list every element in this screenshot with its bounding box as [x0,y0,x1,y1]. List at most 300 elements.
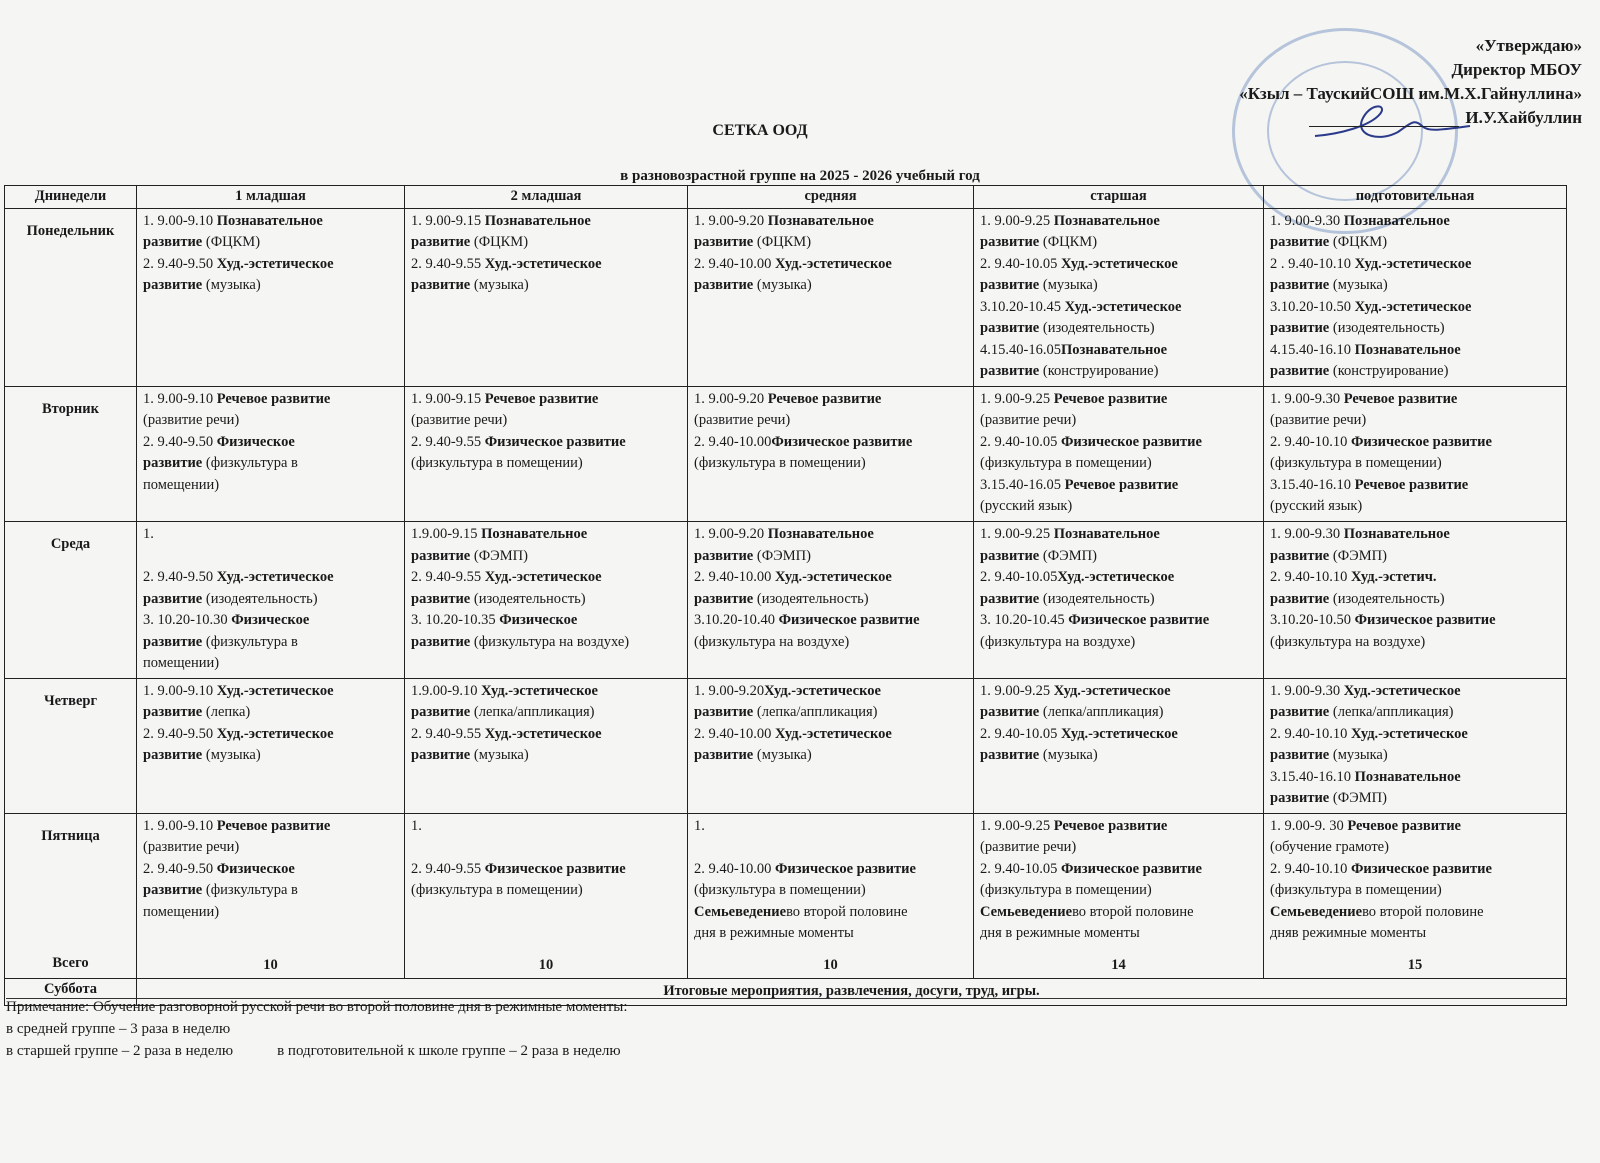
lesson-subject: Худ.-эстетическое [774,725,892,742]
lesson-subject: Речевое развитие [216,817,331,834]
lesson-time: 1. 9.00-9.15 [411,212,485,229]
lesson-cell [405,678,688,813]
lesson-line [1270,880,1560,902]
lesson-line [980,453,1257,475]
lesson-subject: Физическое развитие [771,433,913,450]
lesson-subject: Физическое развитие [1068,612,1210,629]
lesson-cell [688,208,974,386]
lesson-cell [1264,678,1567,813]
lesson-subject: развитие [980,320,1043,336]
lesson-line [980,859,1257,881]
lesson-subject: Худ.-эстетическое [1350,725,1468,742]
lesson-subject: Худ.-эстетическое [1354,255,1472,272]
day-cell [5,813,137,978]
lesson-subject: Физическое [231,612,310,629]
lesson-line [411,859,681,881]
page-title: СЕТКА ООД [712,122,808,139]
lesson-subject: развитие [1270,790,1333,807]
lesson-cell [688,813,974,978]
lesson-line [980,432,1257,454]
lesson-line [1270,923,1560,945]
lesson-line [980,724,1257,746]
lesson-time: 2. 9.40-10.05 [980,255,1061,272]
lesson-line [694,589,967,611]
lesson-line [694,837,967,859]
lesson-subject: развитие [143,277,206,293]
lesson-detail: (музыка) [756,277,812,293]
lesson-line [143,837,398,859]
table-row [5,678,1567,813]
lesson-line [1270,410,1560,432]
lesson-line [143,653,398,675]
lesson-line [1270,702,1560,724]
lesson-line [980,318,1257,340]
lesson-line [411,524,681,546]
lesson-line [694,453,967,475]
lesson-subject: развитие [1270,590,1333,607]
lesson-line [980,254,1257,276]
lesson-subject: развитие [980,363,1043,379]
lesson-line [411,389,681,411]
lesson-cell [1264,208,1567,386]
approval-line-4 [1062,106,1582,130]
lesson-detail: (изодеятельность) [1042,590,1155,607]
lesson-subject: развитие [694,547,757,564]
lesson-detail: (ФЭМП) [756,547,811,564]
lesson-time: 3.15.40-16.10 [1270,768,1355,785]
lesson-detail: (лепка) [205,704,251,721]
lesson-subject: развитие [143,704,206,721]
lesson-line [143,724,398,746]
lesson-subject: Познавательное [1060,341,1168,358]
column-header: 1 младшая [137,186,405,209]
lesson-time: 1. 9.00-9.30 [1270,526,1344,543]
lesson-subject: Речевое развитие [1354,476,1469,493]
lesson-subject: развитие [411,277,474,293]
lesson-time: 3. 10.20-10.45 [980,612,1069,629]
lesson-time: 1.9.00-9.10 [411,682,482,699]
lesson-time: 2. 9.40-10.10 [1270,433,1351,450]
lesson-cell [1264,522,1567,679]
lesson-subject: развитие [1270,363,1333,379]
lesson-subject: развитие [980,704,1043,721]
lesson-cell [688,386,974,521]
lesson-subject: развитие [694,704,757,721]
lesson-subject: Речевое развитие [1053,817,1168,834]
lesson-subject: развитие [143,882,206,899]
lesson-subject: Худ.-эстетическое [1053,682,1171,699]
lesson-time: 3. 10.20-10.30 [143,612,232,629]
lesson-line [980,632,1257,654]
total-value: 15 [1407,956,1423,973]
lesson-detail: (развитие речи) [1270,412,1367,429]
lesson-line [980,567,1257,589]
lesson-subject: Речевое развитие [767,390,882,407]
lesson-time: 2. 9.40-10.00 [694,569,775,586]
lesson-subject: Семьеведение [694,903,787,920]
lesson-detail: (музыка) [1332,277,1388,293]
lesson-cell [688,522,974,679]
lesson-subject: Познавательное [216,212,323,229]
lesson-subject: Физическое развитие [1060,860,1202,877]
lesson-line [980,923,1257,945]
lesson-line [694,745,967,767]
lesson-line [1270,859,1560,881]
lesson-subject: развитие [1270,234,1333,250]
lesson-line [980,589,1257,611]
director-name: И.У.Хайбуллин [1465,108,1582,127]
signature-line [1309,112,1459,127]
lesson-detail: (музыка) [1042,277,1098,293]
lesson-subject: Речевое развитие [1343,390,1458,407]
lesson-detail: (физкультура в помещении) [980,455,1152,472]
lesson-detail: (конструирование) [1042,363,1159,379]
day-label: Среда [50,536,91,553]
lesson-detail: (музыка) [756,747,812,764]
lesson-time: 4.15.40-16.05 [980,341,1061,358]
lesson-detail: (ФЭМП) [473,547,528,564]
lesson-time: 4.15.40-16.10 [1270,341,1355,358]
lesson-time: 1. 9.00-9.30 [1270,212,1344,229]
lesson-line [980,389,1257,411]
lesson-time: 2. 9.40-9.55 [411,433,485,450]
lesson-line [694,546,967,568]
lesson-detail: во второй половине [1362,903,1484,920]
lesson-line [694,880,967,902]
lesson-time: 1. 9.00-9.10 [143,390,217,407]
lesson-line [1270,432,1560,454]
lesson-detail: (лепка/аппликация) [1042,704,1164,721]
lesson-subject: Речевое развитие [1347,817,1461,834]
lesson-detail: (изодеятельность) [1042,320,1155,336]
lesson-line [980,297,1257,319]
lesson-time: 2 . 9.40-10.10 [1270,255,1355,272]
lesson-detail: (развитие речи) [411,412,508,429]
lesson-subject: Худ.-эстетическое [774,255,892,272]
lesson-cell [974,522,1264,679]
total-value: 10 [263,956,278,973]
lesson-cell [974,208,1264,386]
lesson-line [143,745,398,767]
day-cell: Суббота [5,979,137,1006]
lesson-line [411,432,681,454]
lesson-line [1270,902,1560,924]
lesson-subject: Худ.-эстетическое [216,682,334,699]
lesson-subject: развитие [1270,320,1333,336]
lesson-line [411,724,681,746]
lesson-detail: (развитие речи) [143,839,240,856]
lesson-line [1270,389,1560,411]
column-header: 2 младшая [405,186,688,209]
lesson-subject: развитие [411,547,474,564]
table-row [5,813,1567,978]
total-value: 14 [1111,956,1126,973]
lesson-line [143,610,398,632]
lesson-subject: Худ.-эстетич. [1350,569,1437,586]
lesson-subject: Физическое развитие [1350,860,1492,877]
lesson-line [1270,318,1560,340]
lesson-line [1270,254,1560,276]
lesson-line [1270,589,1560,611]
lesson-time: 2. 9.40-9.50 [143,433,217,450]
lesson-cell [974,386,1264,521]
lesson-detail: (физкультура в помещении) [411,455,583,472]
lesson-time: 2. 9.40-10.00 [694,725,775,742]
lesson-line [1270,232,1560,254]
table-row [5,522,1567,679]
lesson-time: 1. [143,526,154,543]
day-cell [5,208,137,386]
lesson-subject: Физическое [216,433,295,450]
day-cell [5,386,137,521]
lesson-detail: (изодеятельность) [1332,590,1445,607]
lesson-subject: Речевое развитие [484,390,599,407]
lesson-time: 1. 9.00-9.10 [143,212,217,229]
lesson-detail: (музыка) [1332,747,1388,764]
lesson-subject: Худ.-эстетическое [216,725,334,742]
lesson-detail: (русский язык) [980,498,1073,515]
lesson-time: 1.9.00-9.15 [411,526,482,543]
header-row [5,186,1567,209]
lesson-line [411,681,681,703]
lesson-detail: (обучение грамоте) [1270,839,1389,856]
lesson-line [980,275,1257,297]
lesson-line [1270,788,1560,810]
lesson-subject: развитие [411,704,474,721]
lesson-subject: развитие [143,234,206,250]
lesson-detail: (изодеятельность) [473,590,586,607]
lesson-detail: (ФЭМП) [1332,790,1387,807]
note-line-1: Примечание: Обучение разговорной русской речи во второй половине дня в режимные моменты: [6,999,628,1015]
column-header: средняя [688,186,974,209]
lesson-time: 3.15.40-16.10 [1270,476,1355,493]
lesson-line [694,902,967,924]
lesson-time: 3.10.20-10.45 [980,298,1065,315]
lesson-line [143,902,398,924]
lesson-line [143,254,398,276]
lesson-time: 1. 9.00-9.10 [143,682,217,699]
lesson-subject: Познавательное [767,526,874,543]
lesson-detail: (ФЭМП) [1332,547,1387,564]
lesson-line [143,589,398,611]
lesson-line [980,880,1257,902]
lesson-detail: (физкультура в помещении) [694,455,866,472]
lesson-line [143,475,398,497]
day-label: Понедельник [26,222,115,239]
approval-line-2: Директор МБОУ [1451,60,1582,79]
lesson-line [980,546,1257,568]
lesson-detail: (музыка) [1042,747,1098,764]
lesson-subject: развитие [980,547,1043,564]
lesson-line [694,410,967,432]
lesson-subject: развитие [980,277,1043,293]
lesson-detail: (физкультура на воздухе) [473,633,630,650]
lesson-subject: Худ.-эстетическое [764,682,881,699]
lesson-line [694,724,967,746]
note-line-3 [6,1040,628,1062]
lesson-detail: (физкультура на воздухе) [980,633,1136,650]
lesson-line [980,496,1257,518]
approval-line-1: «Утверждаю» [1475,36,1582,55]
lesson-detail: (русский язык) [1270,498,1363,515]
lesson-line [1270,745,1560,767]
lesson-subject: Познавательное [1343,526,1450,543]
lesson-time: 1. 9.00-9. 30 [1270,817,1348,834]
lesson-subject: Худ.-эстетическое [1064,298,1182,315]
lesson-subject: Физическое развитие [774,860,916,877]
lesson-detail: (физкультура в помещении) [411,882,583,899]
lesson-line [411,546,681,568]
table-row [5,208,1567,386]
lesson-time: 2. 9.40-9.50 [143,725,217,742]
lesson-time: 2. 9.40-10.05 [980,860,1061,877]
lesson-line [1270,453,1560,475]
lesson-time: 1. [411,817,422,834]
table-row [5,386,1567,521]
lesson-cell [137,813,405,978]
note-line-3a: в старшей группе – 2 раза в неделю [6,1043,234,1059]
lesson-line [1270,275,1560,297]
lesson-line [411,816,681,838]
lesson-time: 2. 9.40-9.55 [411,725,485,742]
lesson-detail: дня в режимные моменты [980,925,1140,942]
lesson-detail: (ФЦКМ) [205,234,261,250]
lesson-detail: (развитие речи) [694,412,791,429]
lesson-subject: Физическое развитие [778,612,920,629]
lesson-subject: Худ.-эстетическое [484,569,602,586]
lesson-subject: Худ.-эстетическое [1060,255,1178,272]
lesson-line [411,211,681,233]
lesson-cell [137,678,405,813]
lesson-subject: развитие [694,747,757,764]
lesson-subject: Познавательное [1343,212,1450,229]
lesson-time: 3.15.40-16.05 [980,476,1065,493]
lesson-subject: развитие [411,633,474,650]
lesson-subject: Худ.-эстетическое [1057,569,1175,586]
lesson-line [980,837,1257,859]
lesson-subject: развитие [143,633,206,650]
lesson-time: 1. 9.00-9.30 [1270,390,1344,407]
lesson-line [980,902,1257,924]
lesson-line [1270,524,1560,546]
lesson-line [980,361,1257,383]
lesson-subject: развитие [980,234,1043,250]
lesson-cell [405,522,688,679]
lesson-detail: дня в режимные моменты [694,925,854,942]
lesson-subject: Познавательное [1053,526,1160,543]
lesson-time: 1. 9.00-9.25 [980,212,1054,229]
lesson-detail: помещении) [143,655,220,672]
lesson-line [1270,816,1560,838]
lesson-detail: (развитие речи) [980,839,1077,856]
lesson-line [980,211,1257,233]
lesson-detail: (физкультура в помещении) [694,882,866,899]
lesson-line [1270,767,1560,789]
lesson-time: 1. [694,817,705,834]
lesson-cell [405,813,688,978]
lesson-line [980,681,1257,703]
lesson-line [143,567,398,589]
lesson-detail: (изодеятельность) [205,590,318,607]
lesson-detail: (лепка/аппликация) [473,704,595,721]
lesson-detail: (изодеятельность) [1332,320,1445,336]
lesson-line [143,453,398,475]
lesson-line [143,410,398,432]
lesson-line [694,632,967,654]
lesson-subject: Познавательное [1354,768,1461,785]
lesson-line [980,232,1257,254]
lesson-time: 2. 9.40-10.10 [1270,569,1351,586]
lesson-detail: (музыка) [473,747,529,764]
lesson-subject: Худ.-эстетическое [1343,682,1461,699]
lesson-time: 2. 9.40-10.00 [694,255,775,272]
column-header: подготовительная [1264,186,1567,209]
lesson-subject: Семьеведение [1270,903,1363,920]
lesson-cell [1264,386,1567,521]
lesson-line [143,859,398,881]
lesson-line [694,432,967,454]
lesson-time: 2. 9.40-10.00 [694,860,775,877]
lesson-time: 1. 9.00-9.20 [694,682,765,699]
lesson-line [694,232,967,254]
lesson-time: 1. 9.00-9.20 [694,212,768,229]
total-value: 10 [823,956,838,973]
lesson-time: 1. 9.00-9.25 [980,682,1054,699]
lesson-subject: развитие [143,747,206,764]
day-label: Пятница [41,827,100,844]
lesson-detail: (ФЦКМ) [756,234,812,250]
lesson-time: 2. 9.40-9.50 [143,569,217,586]
lesson-time: 3.10.20-10.40 [694,612,779,629]
lesson-line [1270,475,1560,497]
lesson-subject: развитие [1270,747,1333,764]
lesson-subject: развитие [411,234,474,250]
lesson-detail: во второй половине [786,903,908,920]
lesson-cell [974,678,1264,813]
lesson-detail: (конструирование) [1332,363,1449,379]
lesson-line [1270,546,1560,568]
lesson-time: 2. 9.40-9.50 [143,860,217,877]
lesson-subject: Речевое развитие [1053,390,1168,407]
lesson-line [411,410,681,432]
lesson-line [694,389,967,411]
lesson-detail: (ФЦКМ) [473,234,529,250]
lesson-line [694,275,967,297]
lesson-line [1270,340,1560,362]
lesson-line [694,567,967,589]
lesson-subject: развитие [694,590,757,607]
lesson-detail: во второй половине [1072,903,1194,920]
lesson-subject: Познавательное [484,212,591,229]
lesson-line [1270,496,1560,518]
lesson-cell [1264,813,1567,978]
lesson-line [980,340,1257,362]
total-value: 10 [538,956,554,973]
lesson-subject: Худ.-эстетическое [1060,725,1178,742]
lesson-time: 2. 9.40-9.55 [411,255,485,272]
lesson-line [694,610,967,632]
lesson-subject: Физическое развитие [1060,433,1202,450]
lesson-subject: Речевое развитие [216,390,331,407]
lesson-line [411,275,681,297]
approval-block [1062,34,1582,130]
lesson-detail: (изодеятельность) [756,590,869,607]
lesson-detail: (физкультура на воздухе) [694,633,850,650]
lesson-line [1270,567,1560,589]
lesson-time: 2. 9.40-9.50 [143,255,217,272]
lesson-detail: (ФЦКМ) [1042,234,1098,250]
lesson-time: 2. 9.40-10.05 [980,725,1061,742]
